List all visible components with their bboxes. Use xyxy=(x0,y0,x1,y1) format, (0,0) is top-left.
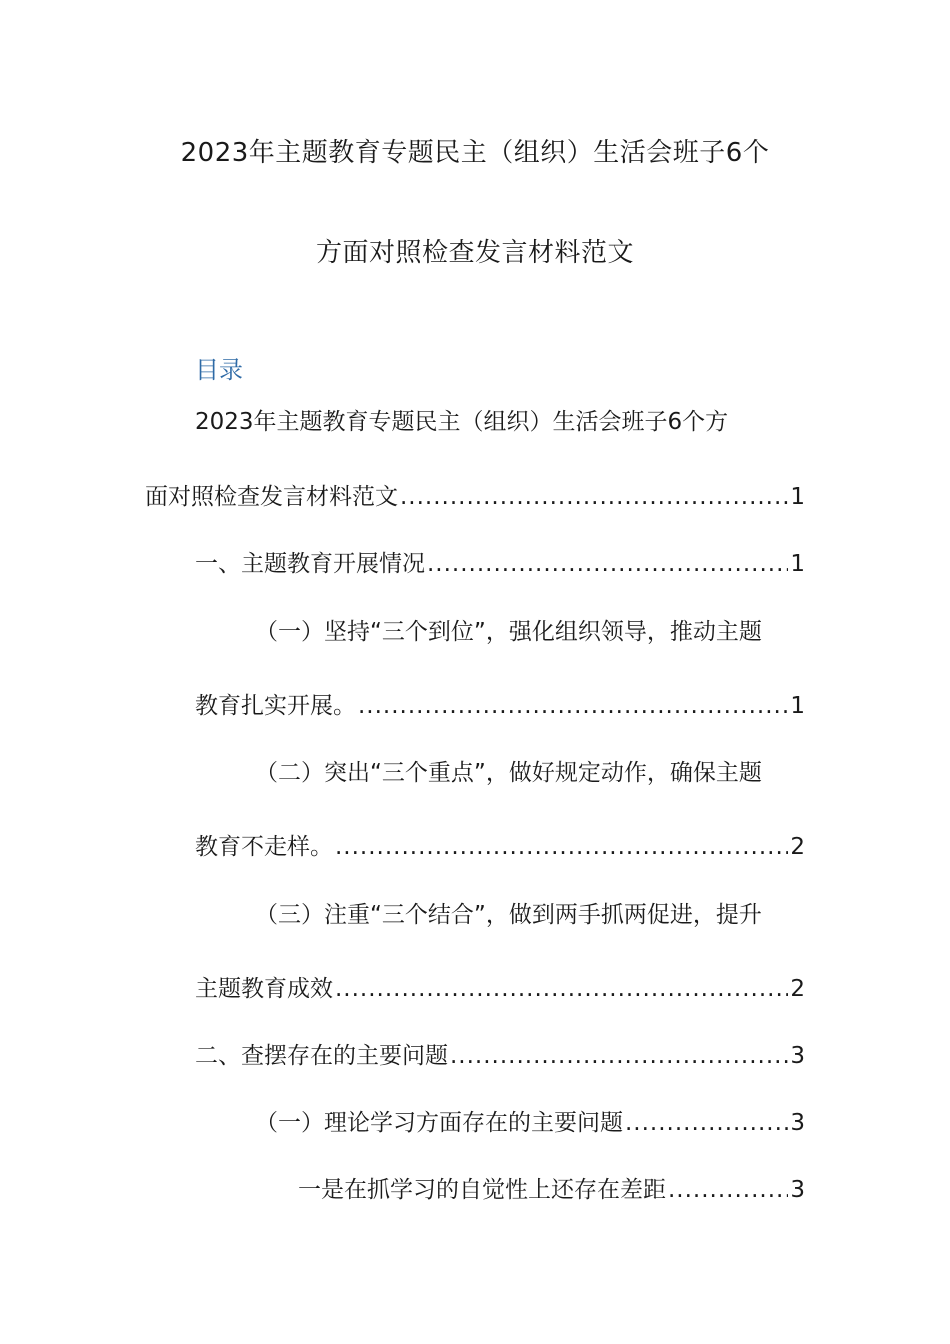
toc-page-number: 1 xyxy=(790,484,805,510)
toc-page-number: 3 xyxy=(790,1043,805,1069)
toc-entry-text: 一是在抓学习的自觉性上还存在差距 xyxy=(298,1177,666,1203)
toc-leader-dots xyxy=(668,1177,788,1203)
toc-leader-dots xyxy=(335,976,788,1002)
toc-entry-7[interactable] xyxy=(298,1171,805,1204)
toc-leader-dots xyxy=(427,551,788,577)
toc-entry-text: 二、查摆存在的主要问题 xyxy=(195,1043,448,1069)
toc-leader-dots xyxy=(625,1110,788,1136)
toc-entry-0[interactable] xyxy=(145,478,805,511)
toc-entry-0-line-1[interactable]: 2023年主题教育专题民主（组织）生活会班子6个方 xyxy=(195,409,729,435)
document-title-line-1: 2023年主题教育专题民主（组织）生活会班子6个 xyxy=(180,138,770,168)
toc-entry-4-line-1[interactable]: （三）注重“三个结合”，做到两手抓两促进，提升 xyxy=(255,902,762,928)
toc-entry-3[interactable] xyxy=(195,828,805,861)
toc-entry-text: 教育不走样。 xyxy=(195,834,333,860)
toc-page-number: 1 xyxy=(790,693,805,719)
toc-entry-text: 面对照检查发言材料范文 xyxy=(145,484,398,510)
toc-entry-2-line-1[interactable]: （一）坚持“三个到位”，强化组织领导，推动主题 xyxy=(255,619,762,645)
toc-entry-4[interactable] xyxy=(195,970,805,1003)
toc-leader-dots xyxy=(400,484,788,510)
toc-page-number: 3 xyxy=(790,1110,805,1136)
toc-entry-text: 一、主题教育开展情况 xyxy=(195,551,425,577)
toc-heading[interactable]: 目录 xyxy=(195,356,243,384)
toc-leader-dots xyxy=(335,834,788,860)
toc-page-number: 2 xyxy=(790,976,805,1002)
toc-entry-5[interactable] xyxy=(195,1037,805,1070)
toc-entry-1[interactable] xyxy=(195,545,805,578)
toc-entry-text: 教育扎实开展。 xyxy=(195,693,356,719)
toc-leader-dots xyxy=(450,1043,788,1069)
toc-page-number: 1 xyxy=(790,551,805,577)
toc-entry-text: （一）理论学习方面存在的主要问题 xyxy=(255,1110,623,1136)
toc-entry-3-line-1[interactable]: （二）突出“三个重点”，做好规定动作，确保主题 xyxy=(255,760,762,786)
toc-entry-text: 主题教育成效 xyxy=(195,976,333,1002)
toc-entry-2[interactable] xyxy=(195,687,805,720)
toc-page-number: 3 xyxy=(790,1177,805,1203)
document-title-line-2: 方面对照检查发言材料范文 xyxy=(315,238,634,268)
toc-leader-dots xyxy=(358,693,788,719)
toc-page-number: 2 xyxy=(790,834,805,860)
toc-entry-6[interactable] xyxy=(255,1104,805,1137)
